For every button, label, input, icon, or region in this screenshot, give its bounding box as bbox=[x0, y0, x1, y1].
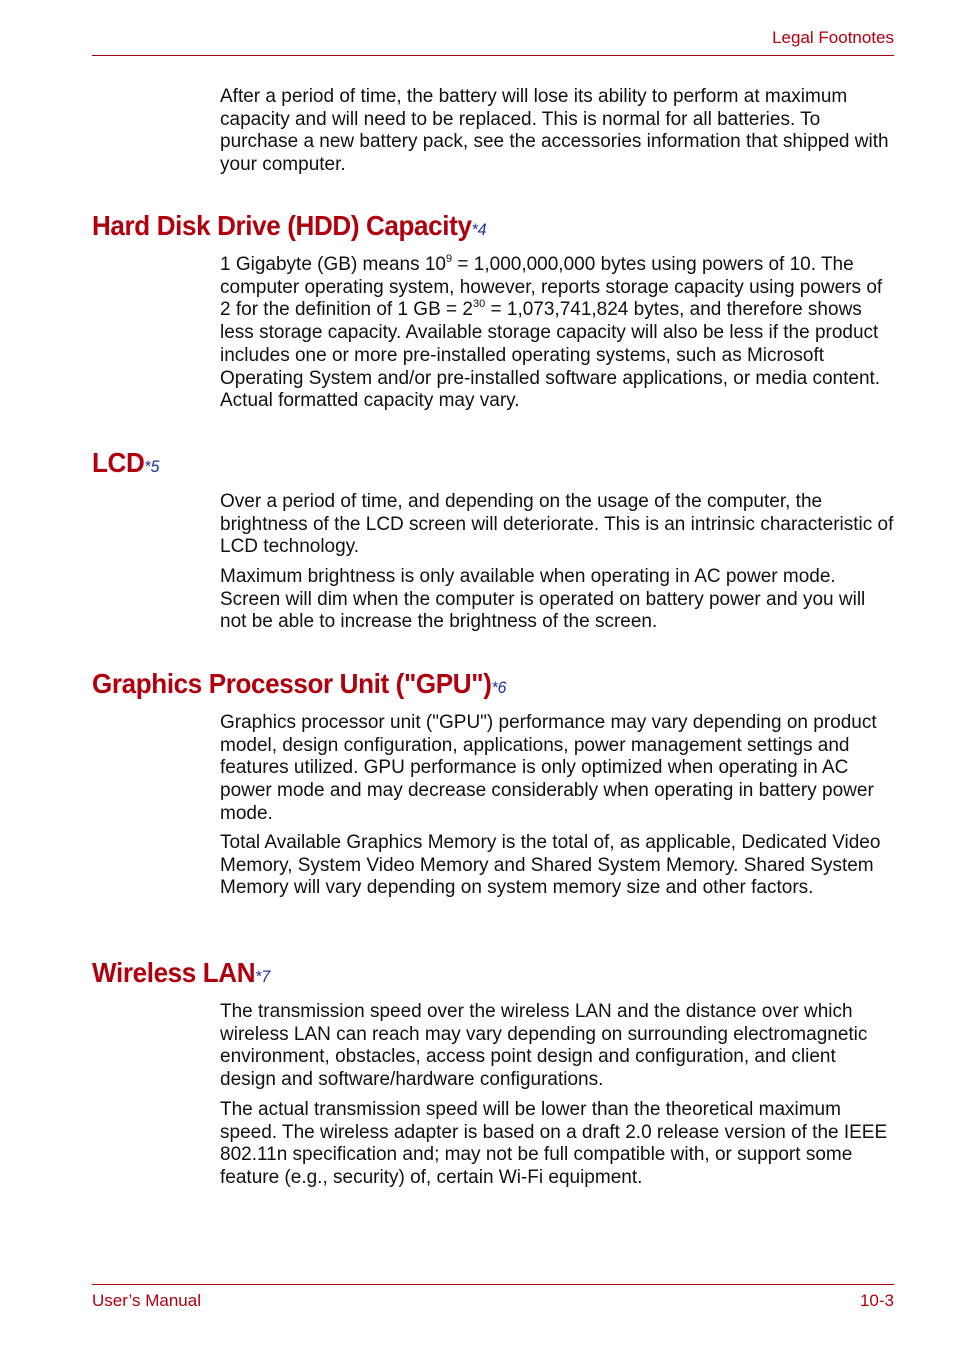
hdd-text-a: 1 Gigabyte (GB) means 10 bbox=[220, 254, 446, 275]
lcd-paragraph-2: Maximum brightness is only available when operating in AC power mode. Screen will dim when the computer is operated on battery power and you will not be able to increase the brightness of the screen. bbox=[220, 566, 866, 633]
wlan-heading bbox=[92, 957, 838, 993]
lcd-footnote-link[interactable]: *5 bbox=[144, 457, 160, 476]
hdd-exponent-30: 30 bbox=[472, 298, 486, 311]
hdd-exponent-9: 9 bbox=[446, 252, 453, 265]
hdd-text-c: = 1,073,741,824 bytes, and therefore shows less storage capacity. Available storage capacity will also be less if the product includes one or more pre-installed operating systems, such as Microsoft Operating System and/or pre-installed software applications, or media content. Actual formatted capacity may vary. bbox=[220, 299, 881, 412]
wlan-heading-text: Wireless LAN bbox=[92, 957, 256, 988]
intro-paragraph: After a period of time, the battery will lose its ability to perform at maximum capacity and will need to be replaced. This is normal for all batteries. To purchase a new battery pack, see the accessories information that shipped with your computer. bbox=[220, 86, 889, 176]
lcd-paragraph-1: Over a period of time, and depending on the usage of the computer, the brightness of the LCD screen will deteriorate. This is an intrinsic characteristic of LCD technology. bbox=[220, 491, 894, 558]
footer-manual-title: User’s Manual bbox=[92, 1291, 201, 1310]
wlan-footnote-link[interactable]: *7 bbox=[255, 967, 271, 986]
lcd-heading bbox=[92, 447, 838, 483]
lcd-heading-text: LCD bbox=[92, 447, 145, 478]
gpu-paragraph-2: Total Available Graphics Memory is the total of, as applicable, Dedicated Video Memory, System Video Memory and Shared System Memory. Shared System Memory will vary depending on system memory size and other factors. bbox=[220, 832, 881, 899]
hdd-heading-text: Hard Disk Drive (HDD) Capacity bbox=[92, 210, 472, 241]
wlan-paragraph-2: The actual transmission speed will be lower than the theoretical maximum speed. The wireless adapter is based on a draft 2.0 release version of the IEEE 802.11n specification and; may not be full compatible with, or support some feature (e.g., security) of, certain Wi-Fi equipment. bbox=[220, 1099, 888, 1189]
hdd-text-b: = 1,000,000,000 bytes using powers of 10. The computer operating system, however, reports storage capacity using powers of 2 for the definition of 1 GB = 2 bbox=[220, 254, 883, 321]
footer-page-number: 10-3 bbox=[859, 1291, 894, 1310]
gpu-footnote-link[interactable]: *6 bbox=[491, 678, 507, 697]
wlan-paragraph-1: The transmission speed over the wireless LAN and the distance over which wireless LAN can reach may vary depending on surrounding electromagnetic environment, obstacles, access point design and configuration, and client design and software/hardware configurations. bbox=[220, 1001, 868, 1091]
hdd-paragraph bbox=[92, 254, 894, 413]
running-header-title: Legal Footnotes bbox=[772, 28, 894, 47]
footer-rule bbox=[92, 1284, 894, 1285]
gpu-paragraph-1: Graphics processor unit ("GPU") performance may vary depending on product model, design configuration, applications, power management settings and features utilized. GPU performance is only optimized when operating in AC power mode and may decrease considerably when operating in battery power mode. bbox=[220, 712, 877, 824]
gpu-heading-text: Graphics Processor Unit ("GPU") bbox=[92, 668, 492, 699]
header-rule bbox=[92, 55, 894, 56]
hdd-heading bbox=[92, 210, 838, 246]
hdd-footnote-link[interactable]: *4 bbox=[471, 220, 487, 239]
gpu-heading bbox=[92, 668, 838, 704]
